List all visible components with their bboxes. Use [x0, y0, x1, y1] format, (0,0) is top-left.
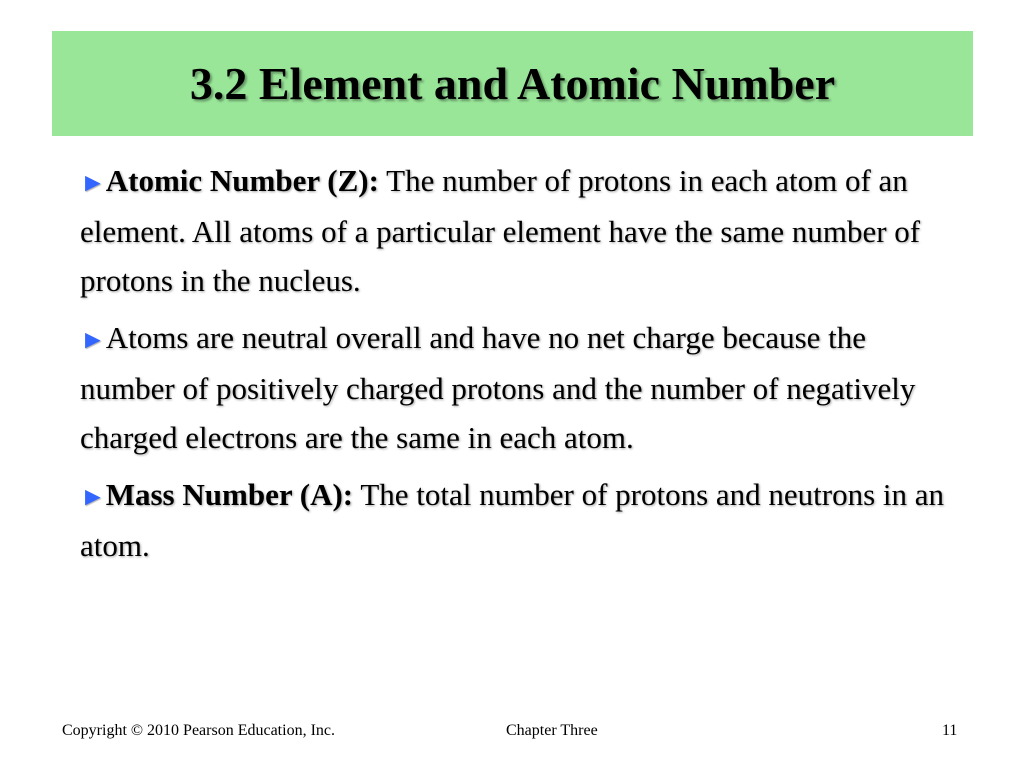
footer-chapter: Chapter Three: [506, 722, 598, 739]
bullet-term: Mass Number (A):: [105, 477, 354, 512]
footer-page-number: 11: [942, 722, 958, 739]
footer-copyright: Copyright © 2010 Pearson Education, Inc.: [62, 722, 335, 739]
bullet-term: Atomic Number (Z):: [105, 163, 379, 198]
bullet-text: Atoms are neutral overall and have no net charge because the number of positively charged protons and the number of negatively charged electrons are the same in each atom.: [80, 320, 916, 455]
bullet-text: The number of protons in each atom of an element. All atoms of a particular element have the same number of protons in the nucleus.: [80, 163, 921, 298]
slide-title: 3.2 Element and Atomic Number: [189, 58, 836, 109]
slide-content: [80, 156, 960, 578]
triangle-bullet-icon: ►: [80, 168, 106, 197]
title-bar: [52, 31, 973, 136]
bullet-mass-number: [80, 470, 960, 570]
bullet-text: The total number of protons and neutrons in an atom.: [80, 477, 945, 563]
bullet-atomic-number: [80, 156, 960, 305]
triangle-bullet-icon: ►: [80, 482, 106, 511]
triangle-bullet-icon: ►: [80, 325, 106, 354]
bullet-neutral-atoms: [80, 313, 960, 462]
